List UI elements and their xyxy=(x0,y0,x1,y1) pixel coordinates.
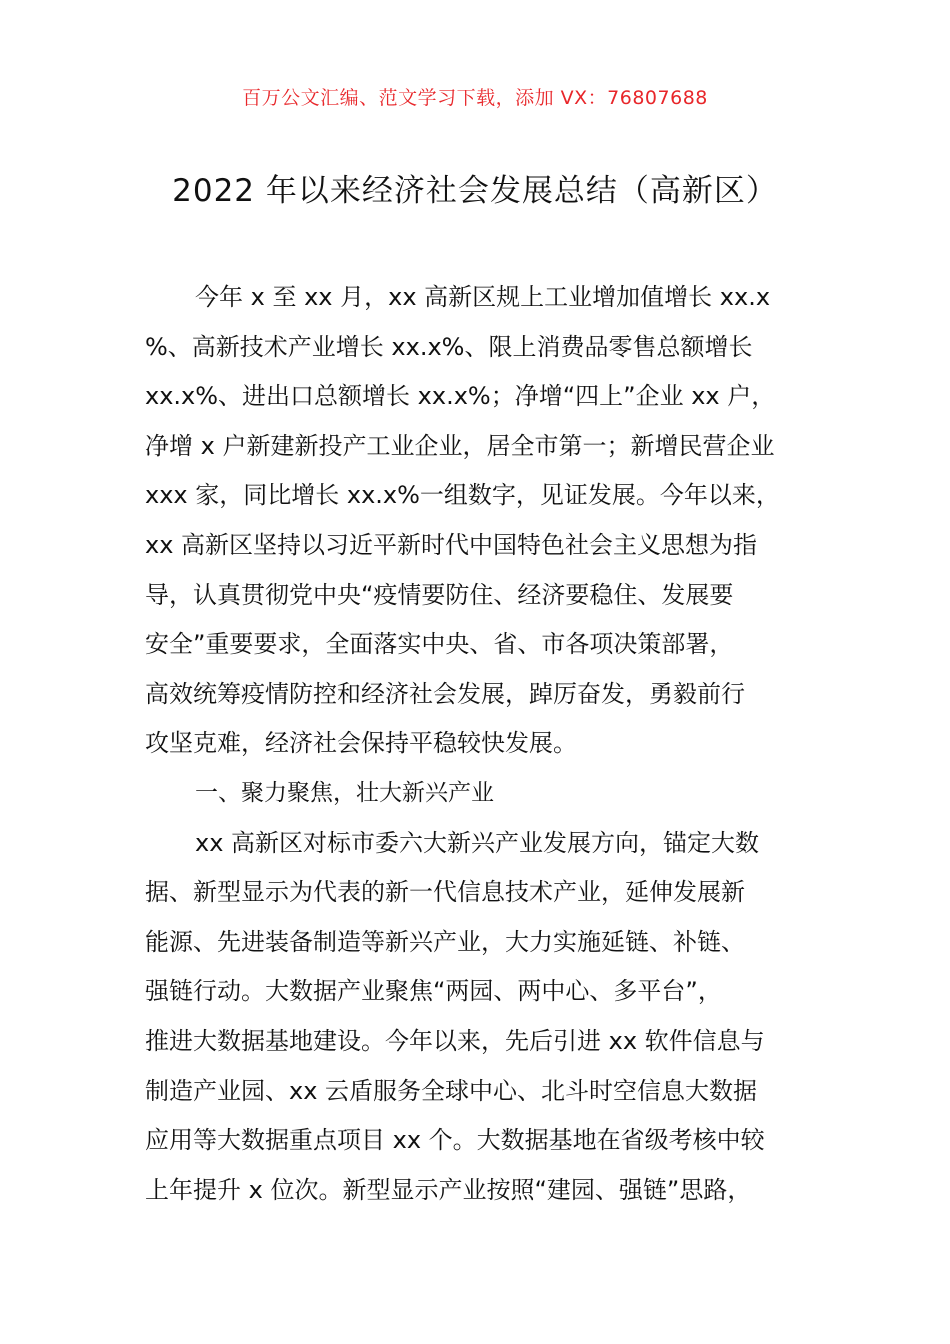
paragraph-line: 据、新型显示为代表的新一代信息技术产业，延伸发展新 xyxy=(145,878,745,907)
paragraph-line: 能源、先进装备制造等新兴产业，大力实施延链、补链、 xyxy=(145,927,745,956)
paragraph-line: 净增 x 户新建新投产工业企业，居全市第一；新增民营企业 xyxy=(145,431,775,460)
paragraph-line: 上年提升 x 位次。新型显示产业按照“建园、强链”思路， xyxy=(145,1175,752,1204)
paragraph-line: xx 高新区对标市委六大新兴产业发展方向，锚定大数 xyxy=(195,828,760,857)
paragraph-line: 高效统筹疫情防控和经济社会发展，踔厉奋发，勇毅前行 xyxy=(145,679,745,708)
document-title: 2022 年以来经济社会发展总结（高新区） xyxy=(172,173,778,209)
paragraph-line: xxx 家，同比增长 xx.x%一组数字，见证发展。今年以来， xyxy=(145,481,780,510)
paragraph-line: 攻坚克难，经济社会保持平稳较快发展。 xyxy=(145,729,577,758)
paragraph-line: xx.x%、进出口总额增长 xx.x%；净增“四上”企业 xx 户， xyxy=(145,382,776,411)
paragraph-line: 今年 x 至 xx 月，xx 高新区规上工业增加值增长 xx.x xyxy=(195,283,771,311)
section-heading: 一、聚力聚焦，壮大新兴产业 xyxy=(195,779,494,806)
paragraph-line: 导，认真贯彻党中央“疫情要防住、经济要稳住、发展要 xyxy=(145,580,734,609)
paragraph-line: 安全”重要要求，全面落实中央、省、市各项决策部署， xyxy=(145,630,734,659)
paragraph-line: 制造产业园、xx 云盾服务全球中心、北斗时空信息大数据 xyxy=(145,1076,758,1105)
paragraph-line: xx 高新区坚持以习近平新时代中国特色社会主义思想为指 xyxy=(145,530,758,559)
paragraph-line: 推进大数据基地建设。今年以来，先后引进 xx 软件信息与 xyxy=(145,1026,765,1055)
paragraph-line: 强链行动。大数据产业聚焦“两园、两中心、多平台”， xyxy=(145,977,722,1006)
body-text xyxy=(145,273,813,1215)
paragraph-line: %、高新技术产业增长 xx.x%、限上消费品零售总额增长 xyxy=(145,332,753,361)
paragraph-line: 应用等大数据重点项目 xx 个。大数据基地在省级考核中较 xyxy=(145,1126,765,1155)
header-note: 百万公文汇编、范文学习下载，添加 VX：76807688 xyxy=(242,87,708,109)
